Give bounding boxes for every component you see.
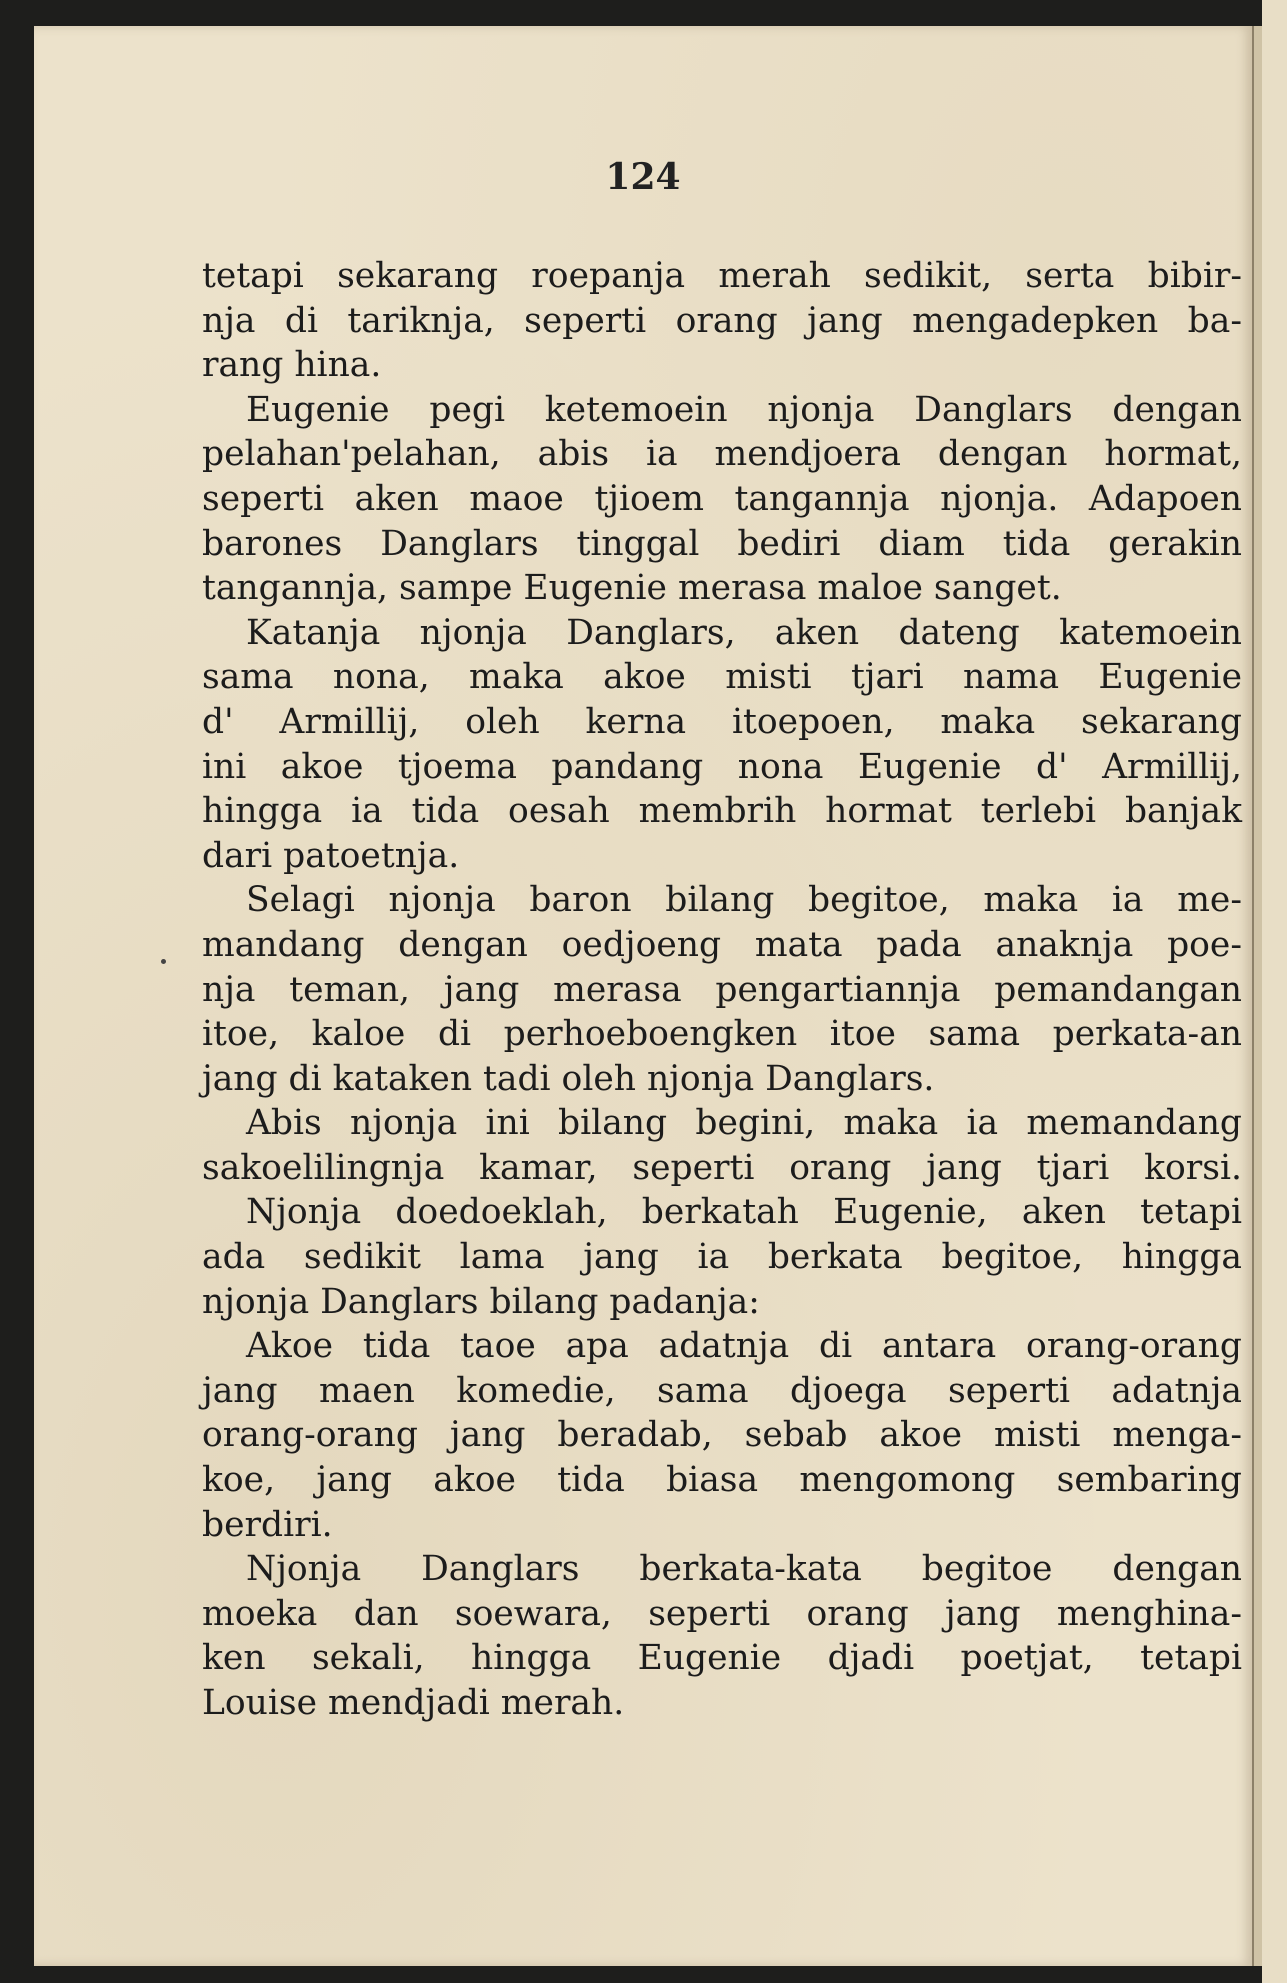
text-line: itoe, kaloe di perhoeboengken itoe sama perkata-an [202,1014,1242,1055]
text-line: ini akoe tjoema pandang nona Eugenie d' Armillij, [202,746,1242,787]
text-line: ken sekali, hingga Eugenie djadi poetjat, tetapi [202,1638,1242,1679]
text-line: tangannja, sampe Eugenie merasa maloe sanget. [202,568,1062,609]
text-line: d' Armillij, oleh kerna itoepoen, maka sekarang [202,701,1242,742]
text-line: mandang dengan oedjoeng mata pada anaknja poe- [202,924,1242,965]
book-page [34,26,1252,1966]
text-line: barones Danglars tinggal bediri diam tida gerakin [202,523,1242,564]
text-line: Selagi njonja baron bilang begitoe, maka ia me- [246,880,1242,921]
text-line: nja di tariknja, seperti orang jang mengadepken ba- [202,300,1242,341]
text-line: Njonja doedoeklah, berkatah Eugenie, aken tetapi [246,1192,1242,1233]
text-line: hingga ia tida oesah membrih hormat terlebi banjak [202,791,1242,832]
text-line: moeka dan soewara, seperti orang jang menghina- [202,1593,1242,1634]
text-line: sakoelilingnja kamar, seperti orang jang tjari korsi. [202,1147,1242,1188]
margin-speck [161,959,166,964]
text-line: sama nona, maka akoe misti tjari nama Eugenie [202,657,1242,698]
text-line: Njonja Danglars berkata-kata begitoe dengan [246,1549,1242,1590]
text-line: Abis njonja ini bilang begini, maka ia memandang [246,1103,1242,1144]
text-line: njonja Danglars bilang padanja: [202,1281,760,1322]
text-line: tetapi sekarang roepanja merah sedikit, serta bibir- [202,256,1242,296]
next-page-edge [1262,0,1287,1983]
body-text [202,254,1242,1726]
text-line: nja teman, jang merasa pengartiannja pemandangan [202,969,1242,1010]
text-line: pelahan'pelahan, abis ia mendjoera dengan hormat, [202,434,1242,475]
text-line: ada sedikit lama jang ia berkata begitoe, hingga [202,1237,1242,1278]
text-line: koe, jang akoe tida biasa mengomong sembaring [202,1460,1242,1501]
text-line: Eugenie pegi ketemoein njonja Danglars dengan [246,389,1242,430]
text-line: jang maen komedie, sama djoega seperti adatnja [202,1370,1242,1411]
text-line: dari patoetnja. [202,835,460,876]
text-line: Louise mendjadi merah. [202,1683,625,1723]
page-number: 124 [605,156,681,198]
text-line: orang-orang jang beradab, sebab akoe misti menga- [202,1415,1242,1456]
text-line: seperti aken maoe tjioem tangannja njonja. Adapoen [202,478,1242,519]
text-line: rang hina. [202,345,382,386]
text-line: Katanja njonja Danglars, aken dateng katemoein [246,612,1242,653]
text-line: berdiri. [202,1504,333,1545]
text-line: Akoe tida taoe apa adatnja di antara orang-orang [246,1326,1242,1367]
text-line: jang di kataken tadi oleh njonja Danglars. [202,1058,935,1099]
